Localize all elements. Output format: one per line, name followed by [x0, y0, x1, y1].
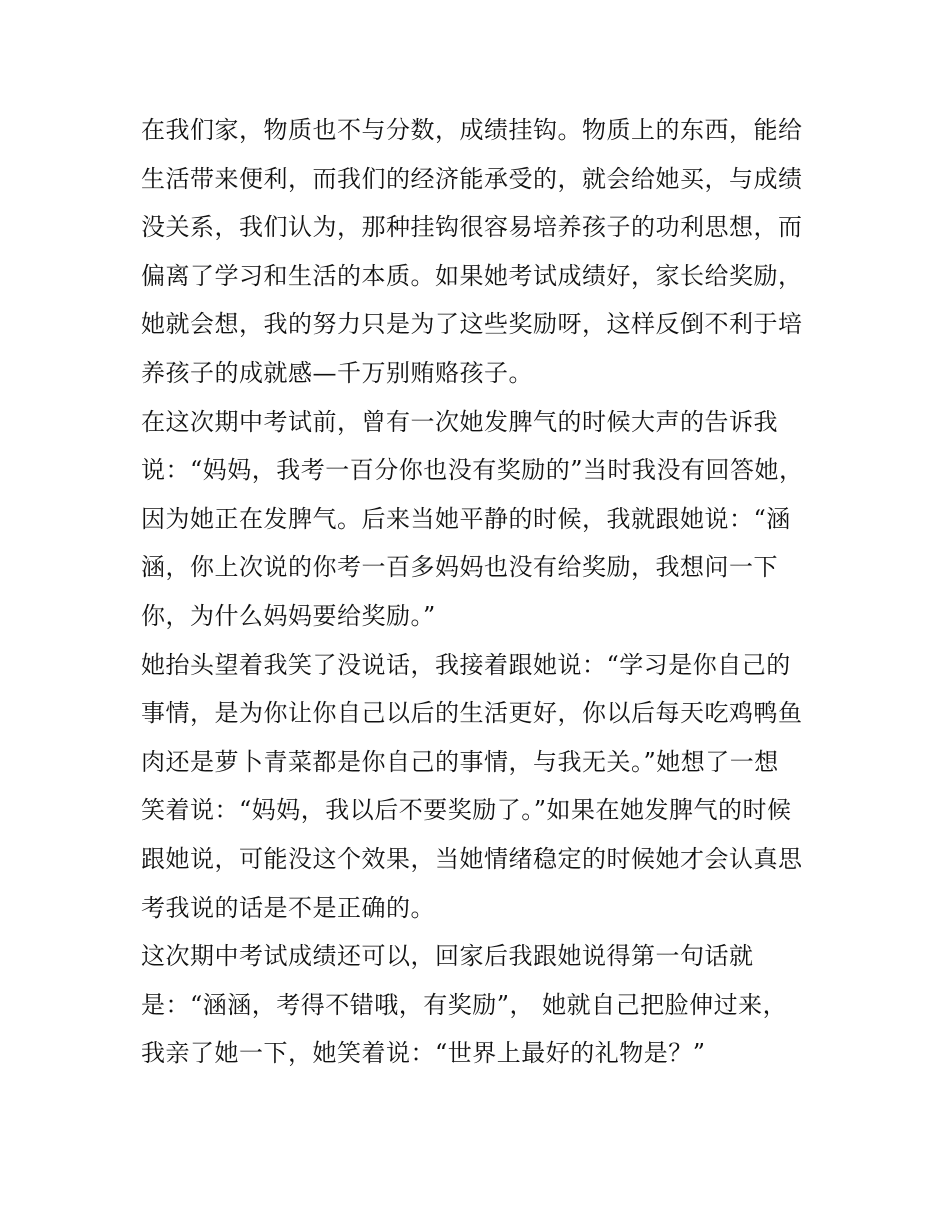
text-line: 涵，你上次说的你考一百多妈妈也没有给奖励，我想问一下: [141, 553, 778, 582]
text-line: 因为她正在发脾气。后来当她平静的时候，我就跟她说：“涵: [141, 504, 791, 533]
text-line: 跟她说，可能没这个效果，当她情绪稳定的时候她才会认真思: [141, 844, 803, 873]
text-line: 没关系，我们认为，那种挂钩很容易培养孩子的功利思想，而: [141, 213, 803, 242]
text-line: 她就会想，我的努力只是为了这些奖励呀，这样反倒不利于培: [141, 310, 803, 339]
text-line: 你，为什么妈妈要给奖励。”: [141, 601, 436, 630]
text-line: 笑着说：“妈妈，我以后不要奖励了。”如果在她发脾气的时候: [141, 796, 792, 825]
text-line: 生活带来便利，而我们的经济能承受的，就会给她买，与成绩: [141, 164, 803, 193]
body-text: [141, 106, 831, 1078]
text-line: 我亲了她一下，她笑着说：“世界上最好的礼物是？”: [141, 1039, 706, 1068]
text-line: 偏离了学习和生活的本质。如果她考试成绩好，家长给奖励，: [141, 261, 803, 290]
text-line: 考我说的话是不是正确的。: [141, 893, 435, 922]
text-line: 在我们家，物质也不与分数，成绩挂钩。物质上的东西，能给: [141, 116, 803, 144]
text-line: 肉还是萝卜青菜都是你自己的事情，与我无关。”她想了一想: [141, 747, 779, 776]
text-line: 事情，是为你让你自己以后的生活更好，你以后每天吃鸡鸭鱼: [141, 699, 803, 728]
text-line: 这次期中考试成绩还可以，回家后我跟她说得第一句话就: [141, 942, 754, 971]
text-line: 是：“涵涵，考得不错哦，有奖励”， 她就自己把脸伸过来，: [141, 990, 788, 1019]
text-line: 说：“妈妈，我考一百分你也没有奖励的”当时我没有回答她，: [141, 456, 804, 485]
text-line: 她抬头望着我笑了没说话，我接着跟她说：“学习是你自己的: [141, 650, 791, 679]
text-line: 在这次期中考试前，曾有一次她发脾气的时候大声的告诉我: [141, 407, 778, 436]
text-line: 养孩子的成就感—千万别贿赂孩子。: [141, 358, 533, 387]
